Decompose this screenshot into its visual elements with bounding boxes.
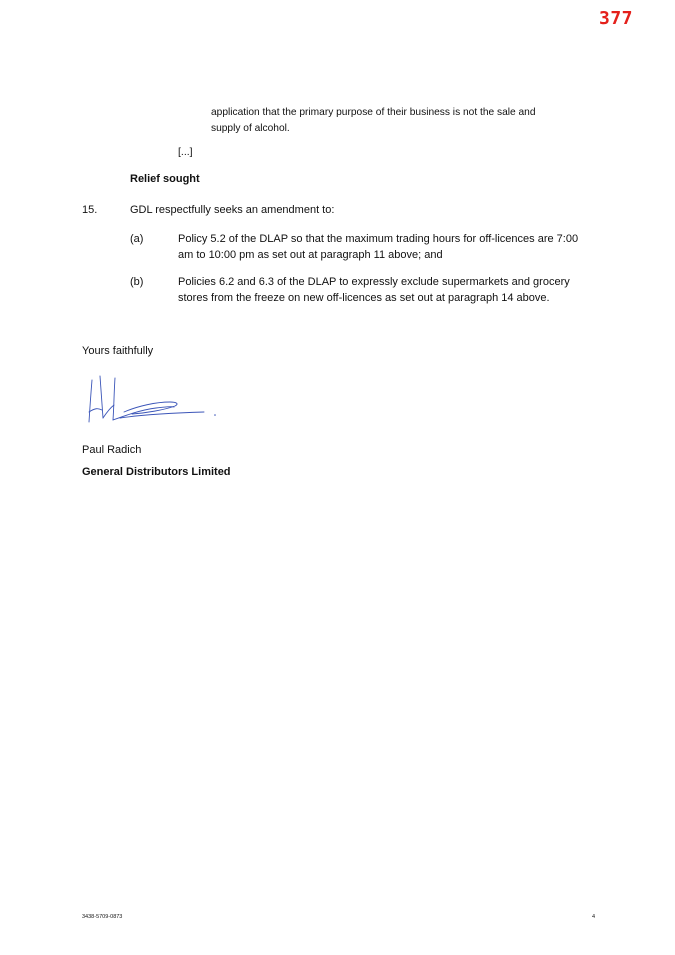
sub-item-line: am to 10:00 pm as set out at paragraph 11 above; and [178,249,443,261]
page-number-stamp: 377 [598,8,633,29]
signature-icon [80,372,230,432]
sub-item-text [178,231,597,263]
document-reference: 3438-5709-0873 [82,914,123,920]
handwritten-signature [80,372,230,437]
sub-item-line: Policies 6.2 and 6.3 of the DLAP to expressly exclude supermarkets and grocery [178,276,570,288]
paragraph-text: GDL respectfully seeks an amendment to: [130,204,335,216]
sub-item-label: (b) [130,276,144,288]
quoted-text-line: application that the primary purpose of their business is not the sale and [211,107,536,118]
sub-item-line: stores from the freeze on new off-licences as set out at paragraph 14 above. [178,292,550,304]
footer-page-number: 4 [592,914,596,920]
signer-name: Paul Radich [82,444,142,456]
sub-item-line: Policy 5.2 of the DLAP so that the maximum trading hours for off-licences are 7:00 [178,233,579,245]
omission-marker: [...] [178,146,193,158]
section-heading: Relief sought [130,173,200,185]
sub-item-text [178,274,597,306]
paragraph-number: 15. [82,204,98,216]
closing-salutation: Yours faithfully [82,345,154,357]
quoted-text [211,105,571,137]
sub-item-label: (a) [130,233,144,245]
signer-company: General Distributors Limited [82,466,231,478]
quoted-text-line: supply of alcohol. [211,123,290,134]
